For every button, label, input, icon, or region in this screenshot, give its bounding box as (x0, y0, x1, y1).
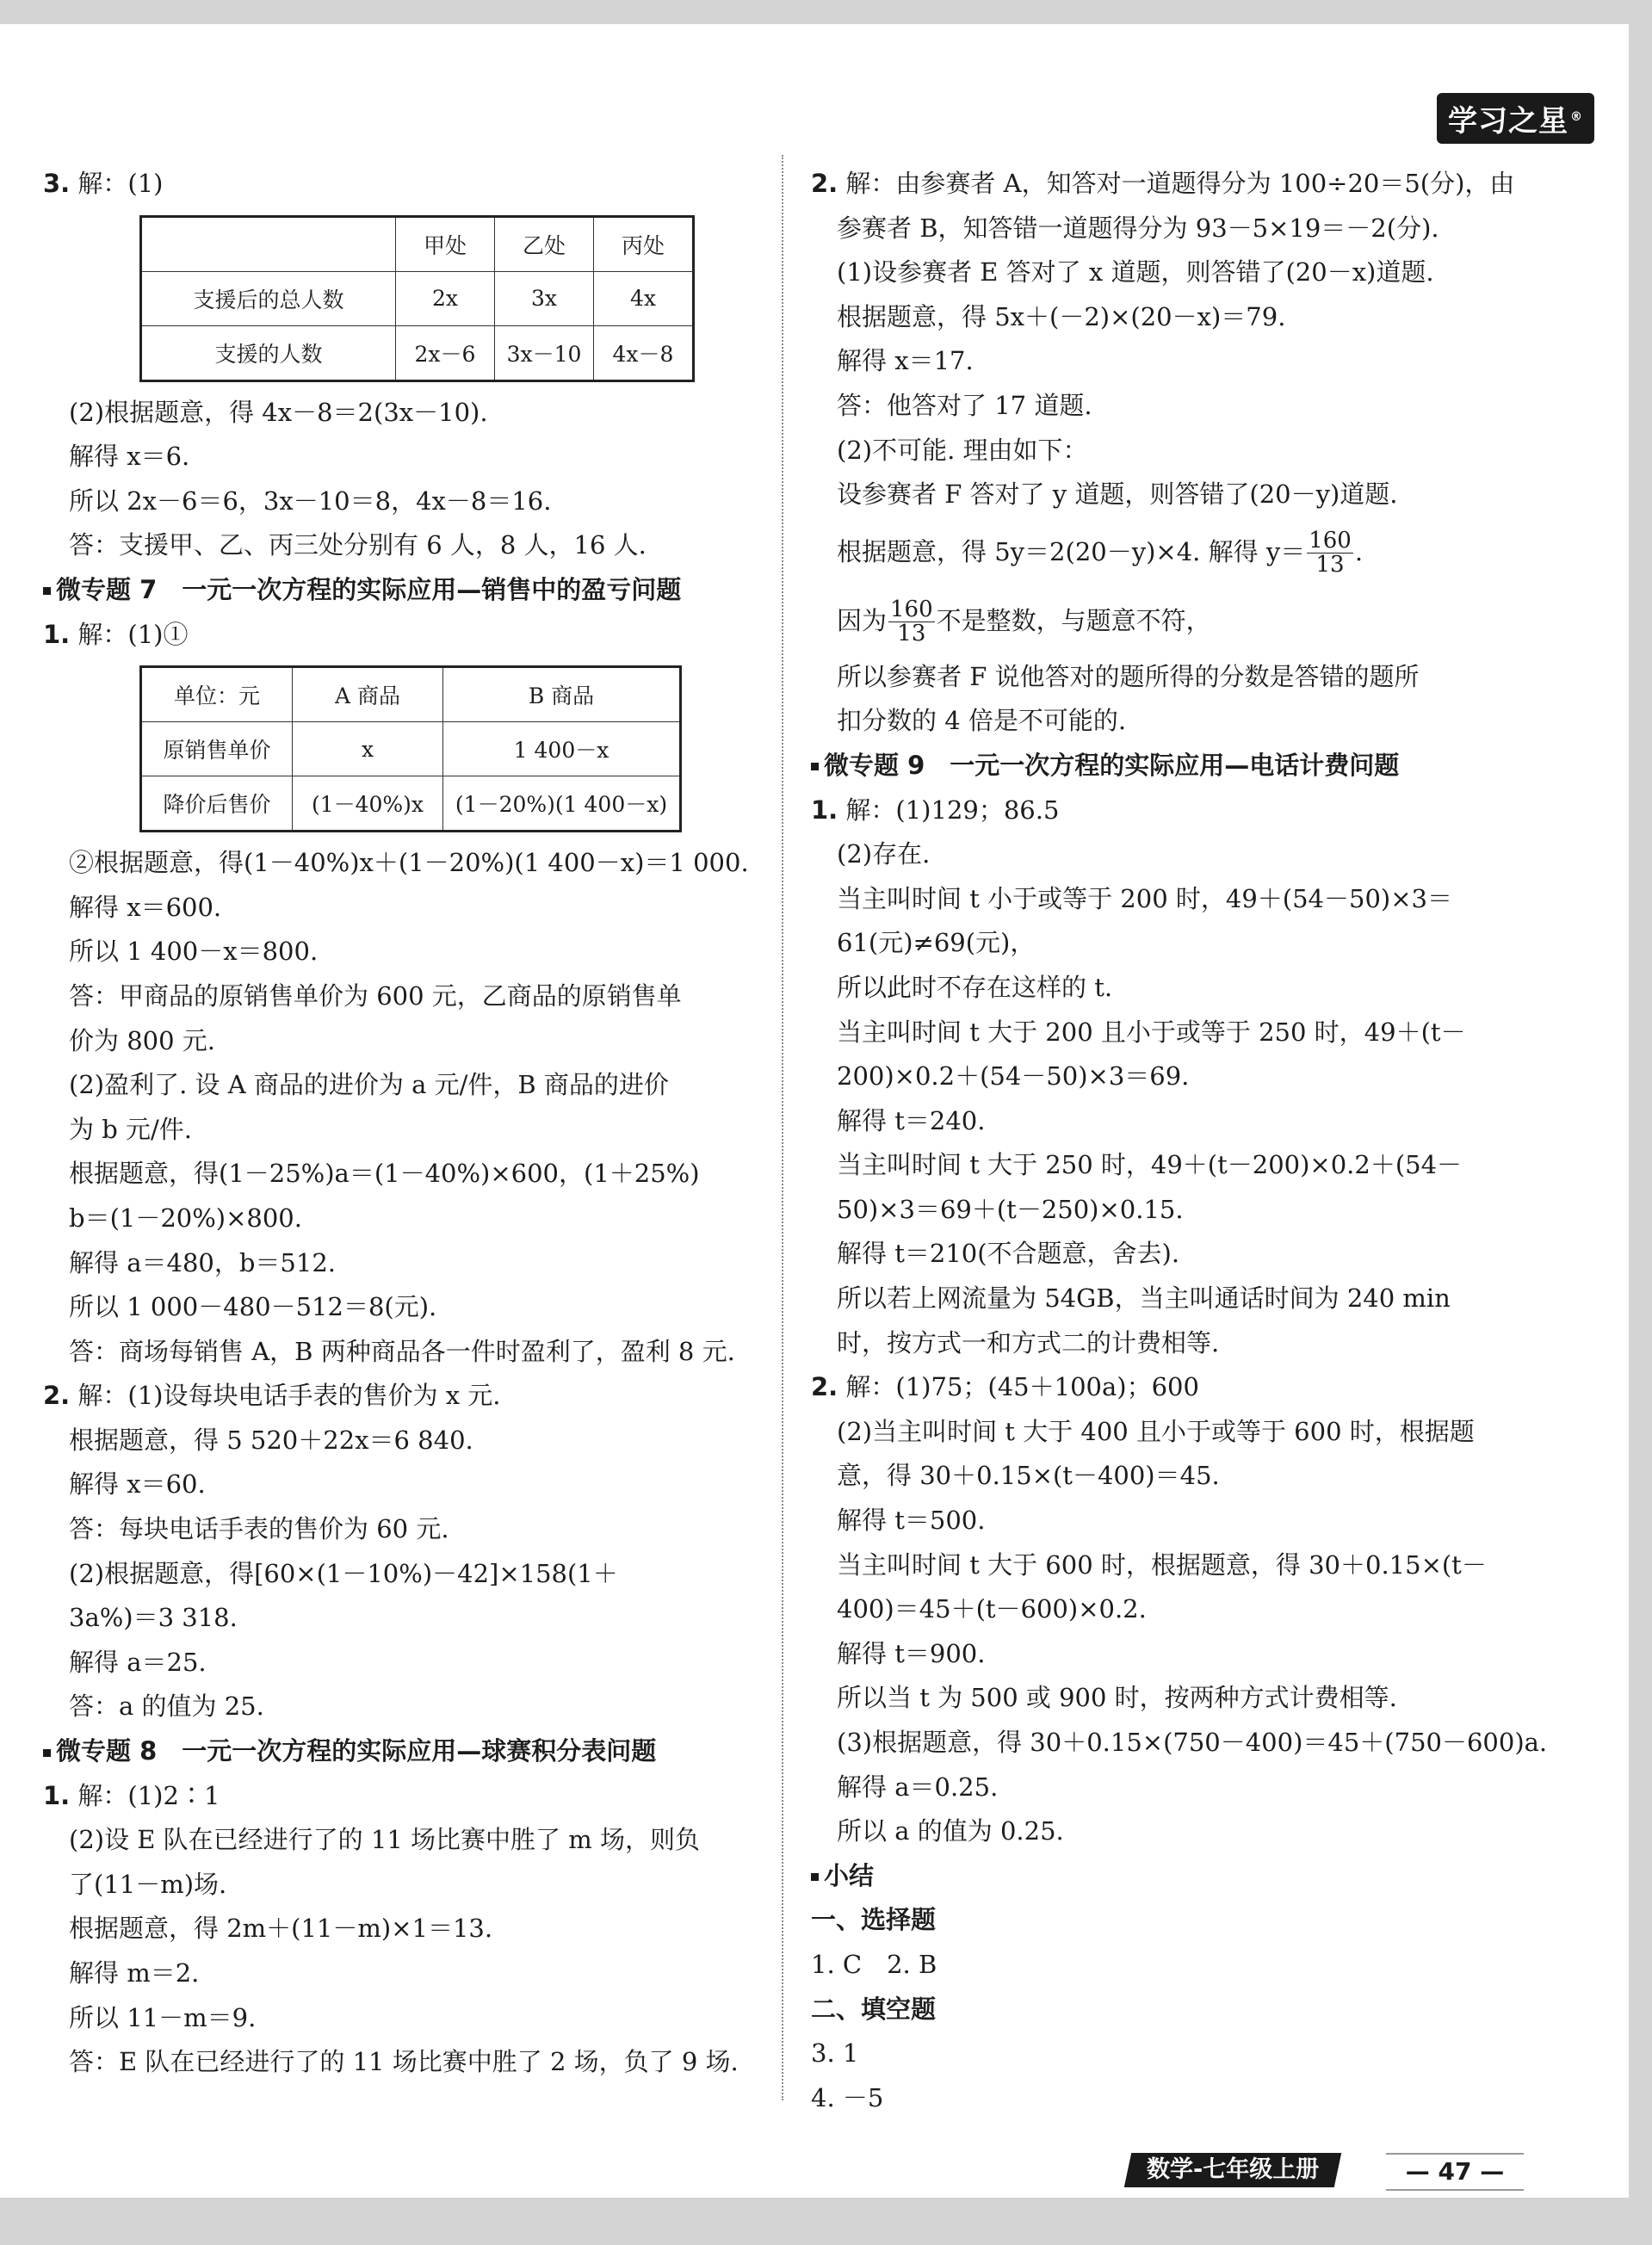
table-cell: 原销售单价 (141, 722, 293, 776)
solution-line: 解得 m＝2. (69, 1958, 200, 1988)
solution-line: 根据题意，得(1－25%)a＝(1－40%)×600，(1＋25%) (69, 1159, 700, 1189)
table-cell: 甲处 (396, 216, 495, 271)
solution-line: 设参赛者 F 答对了 y 道题，则答错了(20－y)道题. (837, 479, 1398, 510)
solution-line: 解得 t＝900. (837, 1638, 986, 1668)
solution-line: 所以 1 000－480－512＝8(元). (69, 1292, 437, 1322)
table-cell: x (293, 722, 443, 776)
solution-line: 答：支援甲、乙、丙三处分别有 6 人，8 人，16 人. (69, 530, 647, 560)
footer-subject-text: 数学-七年级上册 (1147, 2156, 1320, 2183)
solution-line: 61(元)≠69(元)， (837, 928, 1036, 958)
solution-line: (2)当主叫时间 t 大于 400 且小于或等于 600 时，根据题 (837, 1416, 1475, 1446)
table-cell: 4x－8 (594, 325, 694, 380)
solution-line: 答：他答对了 17 道题. (837, 390, 1092, 420)
solution-line: (2)盈利了. 设 A 商品的进价为 a 元/件，B 商品的进价 (69, 1070, 669, 1100)
solution-line: 解得 t＝500. (837, 1506, 986, 1536)
problem-number: 1. (43, 619, 71, 649)
solution-line: 解得 a＝0.25. (837, 1772, 999, 1802)
solution-line: 时，按方式一和方式二的计费相等. (837, 1327, 1220, 1358)
table-cell: 降价后售价 (141, 776, 293, 832)
solution-line: (2)存在. (837, 839, 931, 869)
solution-line: 解得 a＝480，b＝512. (69, 1247, 336, 1277)
solution-line: 200)×0.2＋(54－50)×3＝69. (837, 1061, 1190, 1092)
solution-line: 所以 2x－6＝6，3x－10＝8，4x－8＝16. (69, 485, 552, 516)
solution-line: 50)×3＝69＋(t－250)×0.15. (837, 1194, 1184, 1224)
table-cell (141, 216, 396, 271)
solution-line: 答：每块电话手表的售价为 60 元. (69, 1514, 449, 1544)
page-footer (1128, 2153, 1532, 2187)
solution-line: 意，得 30＋0.15×(t－400)＝45. (837, 1461, 1220, 1491)
fraction (888, 598, 935, 646)
solution-line: 所以 1 400－x＝800. (69, 937, 319, 967)
bullet-square-icon (811, 763, 819, 770)
solution-line: 解得 x＝17. (837, 346, 974, 376)
solution-line: 解得 t＝210(不合题意，舍去). (837, 1239, 1180, 1269)
topic-9-heading (811, 744, 1536, 789)
solution-line: 答：商场每销售 A，B 两种商品各一件时盈利了，盈利 8 元. (69, 1336, 735, 1366)
problem-2-heading (811, 162, 1536, 207)
left-column (43, 162, 770, 2085)
solution-line: (2)不可能. 理由如下： (837, 435, 1088, 465)
page-number: — 47 — (1386, 2153, 1524, 2191)
solution-line: 根据题意，得 5x＋(－2)×(20－x)＝79. (837, 301, 1286, 331)
table-cell: 乙处 (495, 216, 594, 271)
solution-line: (2)设 E 队在已经进行了的 11 场比赛中胜了 m 场，则负 (69, 1825, 700, 1855)
solution-line: 解得 x＝6. (69, 442, 190, 472)
solution-line: 根据题意，得 5 520＋22x＝6 840. (69, 1425, 473, 1455)
table-cell: (1－20%)(1 400－x) (443, 776, 681, 832)
problem-1-heading (811, 789, 1536, 833)
solution-text: 根据题意，得 5y＝2(20－y)×4. 解得 y＝ (837, 536, 1306, 566)
fraction-numerator: 160 (890, 596, 933, 622)
table-row (141, 325, 694, 380)
solution-line: ②根据题意，得(1－40%)x＋(1－20%)(1 400－x)＝1 000. (69, 848, 749, 878)
table-cell: 丙处 (594, 216, 694, 271)
table-cell: (1－40%)x (293, 776, 443, 832)
solution-line: 了(11－m)场. (69, 1869, 227, 1899)
problem-number: 2. (43, 1381, 71, 1411)
table-cell: 4x (594, 271, 694, 325)
fraction (1307, 529, 1353, 578)
problem-number: 3. (43, 169, 71, 198)
table-row (141, 271, 694, 325)
table-cell: 单位：元 (141, 667, 293, 722)
footer-subject-tag (1124, 2153, 1342, 2187)
table-cell: 1 400－x (443, 722, 681, 776)
bullet-square-icon (811, 1873, 819, 1881)
solution-text: 不是整数，与题意不符， (936, 605, 1211, 635)
solution-line: 当主叫时间 t 大于 250 时，49＋(t－200)×0.2＋(54－ (837, 1150, 1463, 1180)
table-cell: 支援的人数 (141, 325, 396, 380)
solution-line: (2)根据题意，得[60×(1－10%)－42]×158(1＋ (69, 1558, 618, 1588)
answer-line: 1. C 2. B (811, 1949, 937, 1979)
price-table (139, 665, 682, 832)
topic-title: 微专题 8 一元一次方程的实际应用—球赛积分表问题 (56, 1736, 657, 1766)
table-cell: B 商品 (443, 667, 681, 722)
solution-line: (3)根据题意，得 30＋0.15×(750－400)＝45＋(750－600)a. (837, 1728, 1548, 1757)
table-row (141, 776, 681, 832)
topic-8-heading (43, 1729, 770, 1774)
problem-3-heading (43, 162, 770, 207)
registered-mark: ® (1570, 109, 1583, 124)
solution-line: 解得 x＝600. (69, 892, 222, 922)
problem-text: 解：(1)75；(45＋100a)；600 (845, 1372, 1199, 1402)
right-column (811, 162, 1548, 2120)
table-header-row (141, 216, 694, 271)
solution-line: 所以参赛者 F 说他答对的题所得的分数是答错的题所 (837, 661, 1420, 691)
problem-text: 解：由参赛者 A，知答对一道题得分为 100÷20＝5(分)，由 (845, 169, 1515, 198)
solution-line: 所以 11－m＝9. (69, 2002, 257, 2032)
solution-line: 所以若上网流量为 54GB，当主叫通话时间为 240 min (837, 1283, 1451, 1314)
topic-7-heading (43, 568, 770, 613)
problem-text: 解：(1)2∶1 (77, 1780, 220, 1810)
support-table (139, 215, 695, 382)
solution-line: 解得 a＝25. (69, 1647, 207, 1677)
solution-line: 所以 a 的值为 0.25. (837, 1816, 1064, 1846)
topic-title: 微专题 9 一元一次方程的实际应用—电话计费问题 (824, 750, 1400, 780)
problem-text: 解：(1) (77, 169, 164, 198)
solution-line: 解得 t＝240. (837, 1105, 986, 1135)
solution-text: 因为 (837, 605, 888, 635)
solution-line: 当主叫时间 t 大于 600 时，根据题意，得 30＋0.15×(t－ (837, 1549, 1487, 1580)
problem-2-heading (811, 1365, 1536, 1410)
bullet-square-icon (43, 1749, 51, 1757)
table-row (141, 722, 681, 776)
table-cell: 3x－10 (495, 325, 594, 380)
table-cell: 3x (495, 271, 594, 325)
solution-line: (2)根据题意，得 4x－8＝2(3x－10). (69, 397, 488, 427)
answer-line: 3. 1 (811, 2038, 859, 2069)
solution-line: 答：a 的值为 25. (69, 1691, 264, 1722)
problem-number: 2. (811, 1372, 838, 1402)
solution-line: 所以此时不存在这样的 t. (837, 972, 1113, 1002)
solution-line: (1)设参赛者 E 答对了 x 道题，则答错了(20－x)道题. (837, 257, 1434, 288)
answer-line: 4. －5 (811, 2082, 884, 2112)
column-divider (782, 155, 783, 2100)
fraction-line (811, 517, 1536, 586)
solution-line: 解得 x＝60. (69, 1469, 206, 1500)
problem-1-heading (43, 613, 770, 658)
solution-line: 扣分数的 4 倍是不可能的. (837, 706, 1127, 736)
fraction-denominator: 13 (897, 621, 926, 647)
solution-line: 400)＝45＋(t－600)×0.2. (837, 1594, 1147, 1624)
solution-line: b＝(1－20%)×800. (69, 1203, 302, 1233)
summary-heading (811, 1854, 1536, 1899)
summary-title: 小结 (824, 1860, 875, 1890)
problem-text: 解：(1)① (77, 619, 189, 649)
problem-1-heading (43, 1774, 770, 1819)
fraction-denominator: 13 (1315, 552, 1345, 578)
fraction-numerator: 160 (1309, 527, 1352, 554)
problem-number: 1. (43, 1780, 71, 1810)
problem-text: 解：(1)129；86.5 (845, 795, 1060, 825)
problem-2-heading (43, 1374, 770, 1419)
solution-line: 3a%)＝3 318. (69, 1603, 238, 1633)
bullet-square-icon (43, 587, 51, 595)
table-cell: A 商品 (293, 667, 443, 722)
section-heading: 一、选择题 (811, 1905, 937, 1935)
solution-line: 根据题意，得 2m＋(11－m)×1＝13. (69, 1914, 493, 1944)
table-cell: 支援后的总人数 (141, 271, 396, 325)
solution-line: 当主叫时间 t 小于或等于 200 时，49＋(54－50)×3＝ (837, 883, 1452, 913)
section-heading: 二、填空题 (811, 1994, 937, 2024)
solution-line: 答：E 队在已经进行了的 11 场比赛中胜了 2 场，负了 9 场. (69, 2047, 739, 2077)
brand-logo (1437, 93, 1594, 144)
topic-title: 微专题 7 一元一次方程的实际应用—销售中的盈亏问题 (56, 574, 682, 604)
brand-logo-text: 学习之星 (1448, 104, 1568, 139)
solution-line: 答：甲商品的原销售单价为 600 元，乙商品的原销售单 (69, 980, 682, 1011)
table-cell: 2x (396, 271, 495, 325)
solution-line: 价为 800 元. (69, 1025, 216, 1055)
fraction-line (811, 586, 1536, 655)
solution-text: . (1354, 536, 1364, 566)
problem-number: 2. (811, 169, 838, 198)
solution-line: 所以当 t 为 500 或 900 时，按两种方式计费相等. (837, 1683, 1397, 1713)
problem-number: 1. (811, 795, 838, 825)
problem-text: 解：(1)设每块电话手表的售价为 x 元. (77, 1381, 501, 1411)
solution-line: 当主叫时间 t 大于 200 且小于或等于 250 时，49＋(t－ (837, 1017, 1466, 1047)
table-cell: 2x－6 (396, 325, 495, 380)
solution-line: 参赛者 B，知答错一道题得分为 93－5×19＝－2(分). (837, 213, 1439, 243)
solution-line: 为 b 元/件. (69, 1114, 192, 1144)
table-header-row (141, 667, 681, 722)
